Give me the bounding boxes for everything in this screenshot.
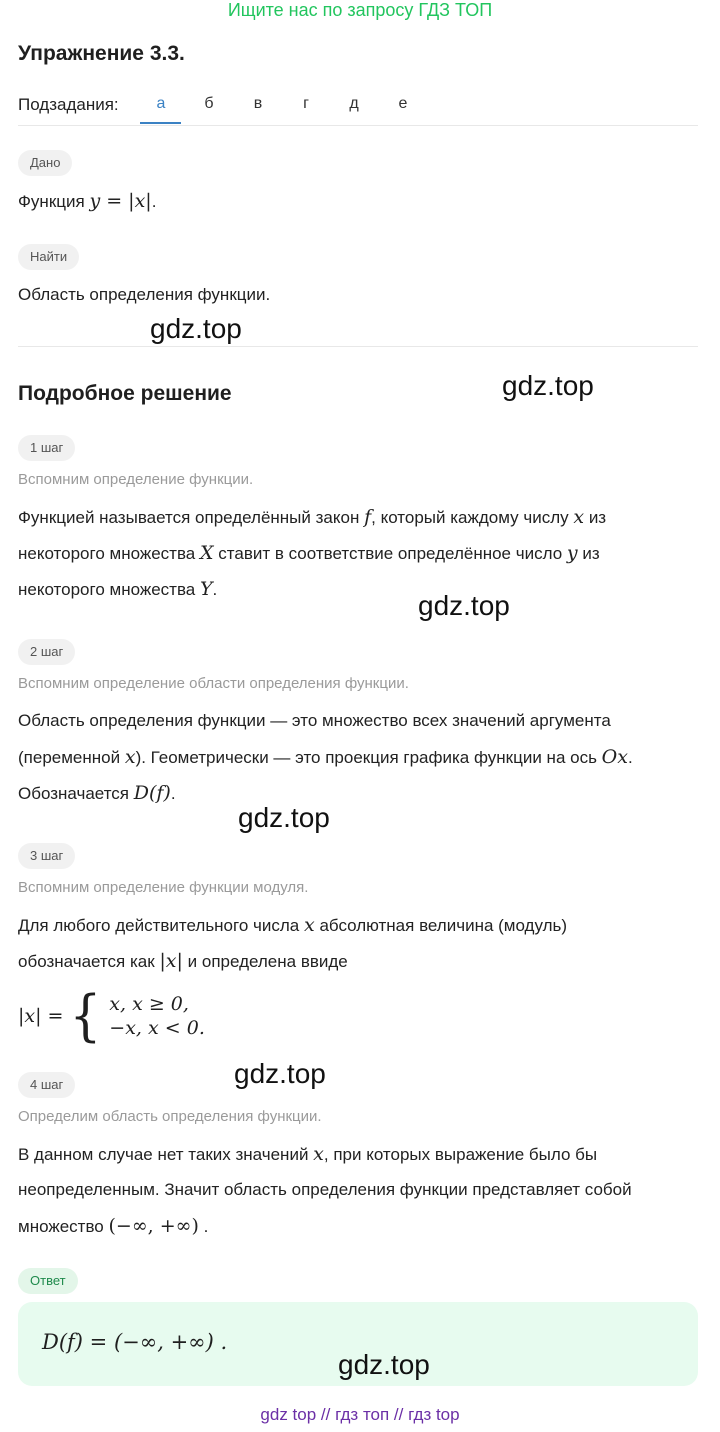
active-tab-indicator bbox=[140, 122, 181, 124]
find-pill: Найти bbox=[18, 244, 79, 270]
given-formula: y = |x| bbox=[89, 190, 152, 212]
step-4-line-3: множество (−∞, +∞) . bbox=[18, 1215, 209, 1237]
footer-links[interactable]: gdz top // гдз топ // гдз top bbox=[260, 1405, 460, 1424]
tabs-divider bbox=[18, 125, 698, 126]
case-2: −x, x < 0. bbox=[109, 1017, 205, 1039]
step-2-pill: 2 шаг bbox=[18, 639, 75, 665]
step-4-pill: 4 шаг bbox=[18, 1072, 75, 1098]
promo-banner: Ищите нас по запросу ГДЗ ТОП bbox=[227, 0, 493, 20]
step-4-line-1: В данном случае нет таких значений x, при которых выражение было бы bbox=[18, 1143, 598, 1165]
answer-formula: D(f) = (−∞, +∞) . bbox=[42, 1330, 228, 1354]
step-1-line-3: некоторого множества Y. bbox=[18, 578, 218, 600]
step-2-line-1: Область определения функции — это множество всех значений аргумента bbox=[18, 711, 611, 730]
step-3-hint: Вспомним определение функции модуля. bbox=[18, 879, 309, 896]
step-2-hint: Вспомним определение области определения функции. bbox=[18, 675, 409, 692]
step-1-line-1: Функцией называется определённый закон f, который каждому числу x из bbox=[18, 506, 607, 528]
step-3-line-2: обозначается как |x| и определена ввиде bbox=[18, 950, 348, 972]
step-1-hint: Вспомним определение функции. bbox=[18, 471, 254, 488]
given-text: Функция y = |x|. bbox=[18, 190, 157, 212]
section-divider bbox=[18, 346, 698, 347]
step-2-line-2: (переменной x). Геометрически — это проекция графика функции на ось Ox. bbox=[18, 746, 633, 768]
solution-heading: Подробное решение bbox=[18, 382, 232, 405]
tab-a[interactable]: а bbox=[156, 95, 166, 112]
tab-b[interactable]: б bbox=[204, 95, 214, 112]
given-pill: Дано bbox=[18, 150, 72, 176]
watermark: gdz.top bbox=[502, 370, 594, 401]
modulus-piecewise-formula: |x| = { x, x ≥ 0, −x, x < 0. bbox=[18, 984, 205, 1048]
watermark: gdz.top bbox=[338, 1349, 430, 1380]
subtasks-label: Подзадания: bbox=[18, 95, 119, 114]
page-title: Упражнение 3.3. bbox=[18, 42, 185, 65]
tab-d[interactable]: д bbox=[349, 95, 359, 112]
step-2-line-3: Обозначается D(f). bbox=[18, 782, 176, 804]
step-1-line-2: некоторого множества X ставит в соответствие определённое число y из bbox=[18, 542, 600, 564]
watermark: gdz.top bbox=[150, 313, 242, 344]
step-3-line-1: Для любого действительного числа x абсолютная величина (модуль) bbox=[18, 914, 568, 936]
left-brace: { bbox=[69, 984, 102, 1048]
find-text: Область определения функции. bbox=[18, 285, 271, 304]
answer-pill: Ответ bbox=[18, 1268, 78, 1294]
watermark: gdz.top bbox=[418, 590, 510, 621]
watermark: gdz.top bbox=[234, 1058, 326, 1089]
watermark: gdz.top bbox=[238, 802, 330, 833]
tab-g[interactable]: г bbox=[303, 95, 309, 112]
step-1-pill: 1 шаг bbox=[18, 435, 75, 461]
tab-e[interactable]: е bbox=[398, 95, 408, 112]
step-3-pill: 3 шаг bbox=[18, 843, 75, 869]
tab-v[interactable]: в bbox=[253, 95, 263, 112]
step-4-hint: Определим область определения функции. bbox=[18, 1108, 322, 1125]
case-1: x, x ≥ 0, bbox=[109, 993, 189, 1015]
step-4-line-2: неопределенным. Значит область определения функции представляет собой bbox=[18, 1180, 632, 1199]
